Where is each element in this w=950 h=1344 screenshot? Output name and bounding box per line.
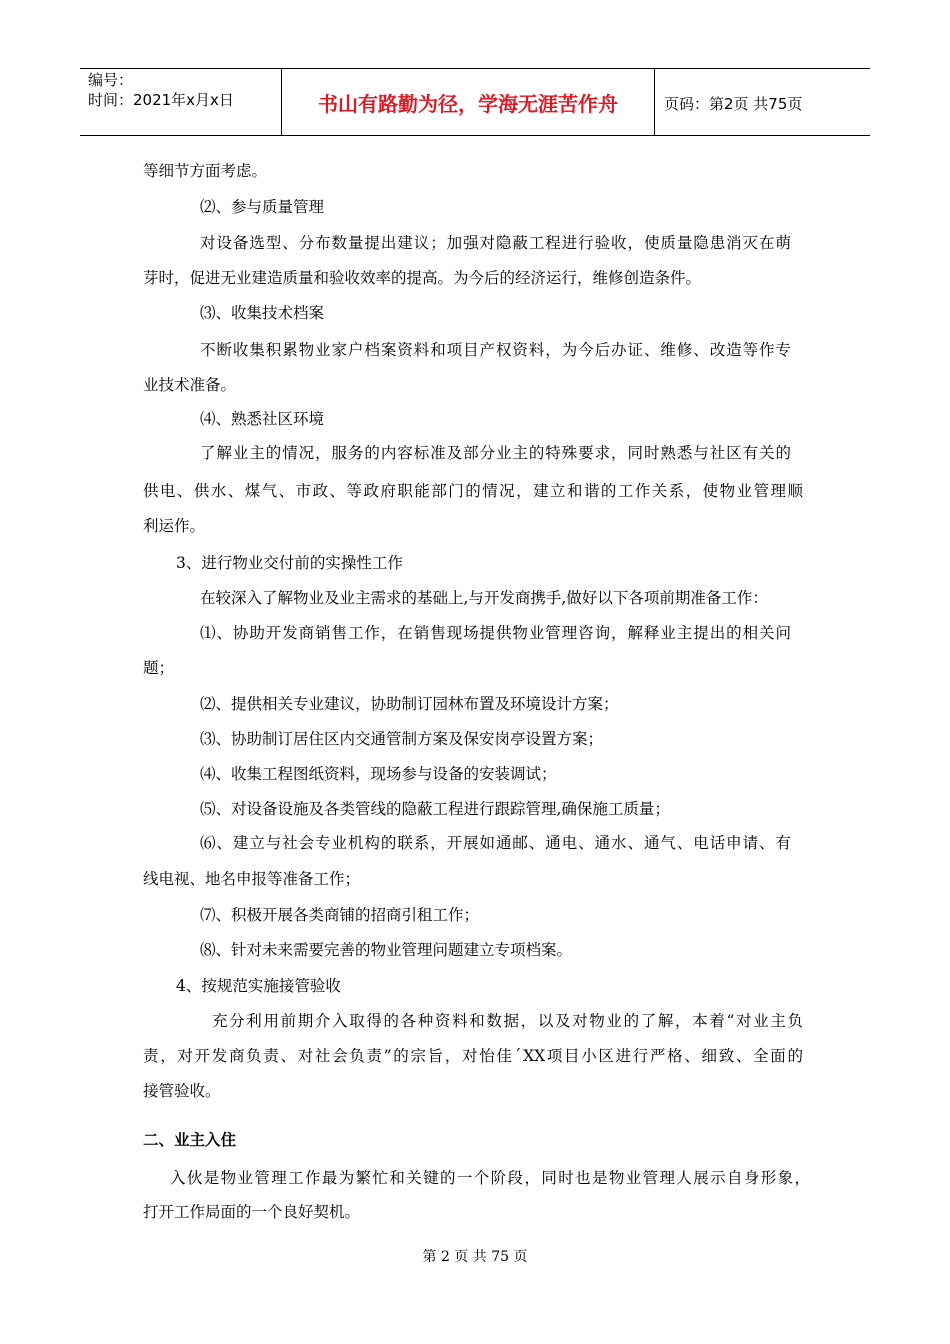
- list-item: ⑷、收集工程图纸资料，现场参与设备的安装调试；: [200, 765, 557, 783]
- body-line: 对设备选型、分布数量提出建议；加强对隐蔽工程进行验收，使质量隐患消灭在萌: [200, 234, 791, 252]
- header-page-info: 页码：第2页 共75页: [664, 95, 803, 113]
- body-line: 等细节方面考虑。: [143, 162, 268, 180]
- list-item: ⑻、针对未来需要完善的物业管理问题建立专项档案。: [200, 941, 573, 959]
- header-motto: 书山有路勤为径，学海无涯苦作舟: [318, 92, 618, 116]
- section-heading: 4、按规范实施接管验收: [176, 977, 341, 995]
- header-top-rule: [80, 68, 870, 69]
- body-line: 充分利用前期介入取得的各种资料和数据，以及对物业的了解，本着“对业主负: [212, 1012, 803, 1030]
- section-heading: ⑶、收集技术档案: [200, 304, 325, 322]
- list-item: ⑺、积极开展各类商铺的招商引租工作；: [200, 906, 480, 924]
- body-line: 打开工作局面的一个良好契机。: [143, 1203, 361, 1221]
- list-item: ⑶、协助制订居住区内交通管制方案及保安岗亭设置方案；: [200, 730, 604, 748]
- header-divider-right: [654, 68, 655, 136]
- body-line: 责，对开发商负责、对社会负责”的宗旨，对怡佳ˊXX项目小区进行严格、细致、全面的: [143, 1047, 803, 1065]
- body-line: 题；: [143, 659, 175, 677]
- body-line: 芽时，促进无业建造质量和验收效率的提高。为今后的经济运行，维修创造条件。: [143, 269, 702, 287]
- body-line: 了解业主的情况，服务的内容标准及部分业主的特殊要求，同时熟悉与社区有关的: [200, 444, 791, 462]
- list-item: ⑹、建立与社会专业机构的联系，开展如通邮、通电、通水、通气、电话申请、有: [200, 834, 791, 852]
- body-line: 供电、供水、煤气、市政、等政府职能部门的情况，建立和谐的工作关系，使物业管理顺: [143, 482, 803, 500]
- section-heading: ⑷、熟悉社区环境: [200, 410, 325, 428]
- chapter-heading: 二、业主入住: [143, 1131, 237, 1149]
- section-heading: 3、进行物业交付前的实操性工作: [176, 554, 403, 572]
- header-code-label: 编号：: [88, 71, 134, 89]
- header-bottom-rule: [80, 135, 870, 136]
- body-line: 接管验收。: [143, 1082, 221, 1100]
- list-item: ⑸、对设备设施及各类管线的隐蔽工程进行跟踪管理,确保施工质量；: [200, 800, 670, 818]
- list-item: ⑴、协助开发商销售工作，在销售现场提供物业管理咨询，解释业主提出的相关问: [200, 624, 791, 642]
- body-line: 利运作。: [143, 517, 206, 535]
- body-line: 在较深入了解物业及业主需求的基础上,与开发商携手,做好以下各项前期准备工作：: [200, 589, 768, 607]
- body-line: 入伙是物业管理工作最为繁忙和关键的一个阶段，同时也是物业管理人展示自身形象，: [170, 1169, 810, 1187]
- list-item: ⑵、提供相关专业建议，协助制订园林布置及环境设计方案；: [200, 695, 619, 713]
- page-footer: 第 2 页 共 75 页: [422, 1249, 528, 1265]
- body-line: 不断收集积累物业家户档案资料和项目产权资料，为今后办证、维修、改造等作专: [200, 341, 791, 359]
- header-time-label: 时间：2021年x月x日: [88, 91, 234, 109]
- section-heading: ⑵、参与质量管理: [200, 198, 325, 216]
- body-line: 线电视、地名申报等准备工作；: [143, 870, 361, 888]
- body-line: 业技术准备。: [143, 376, 237, 394]
